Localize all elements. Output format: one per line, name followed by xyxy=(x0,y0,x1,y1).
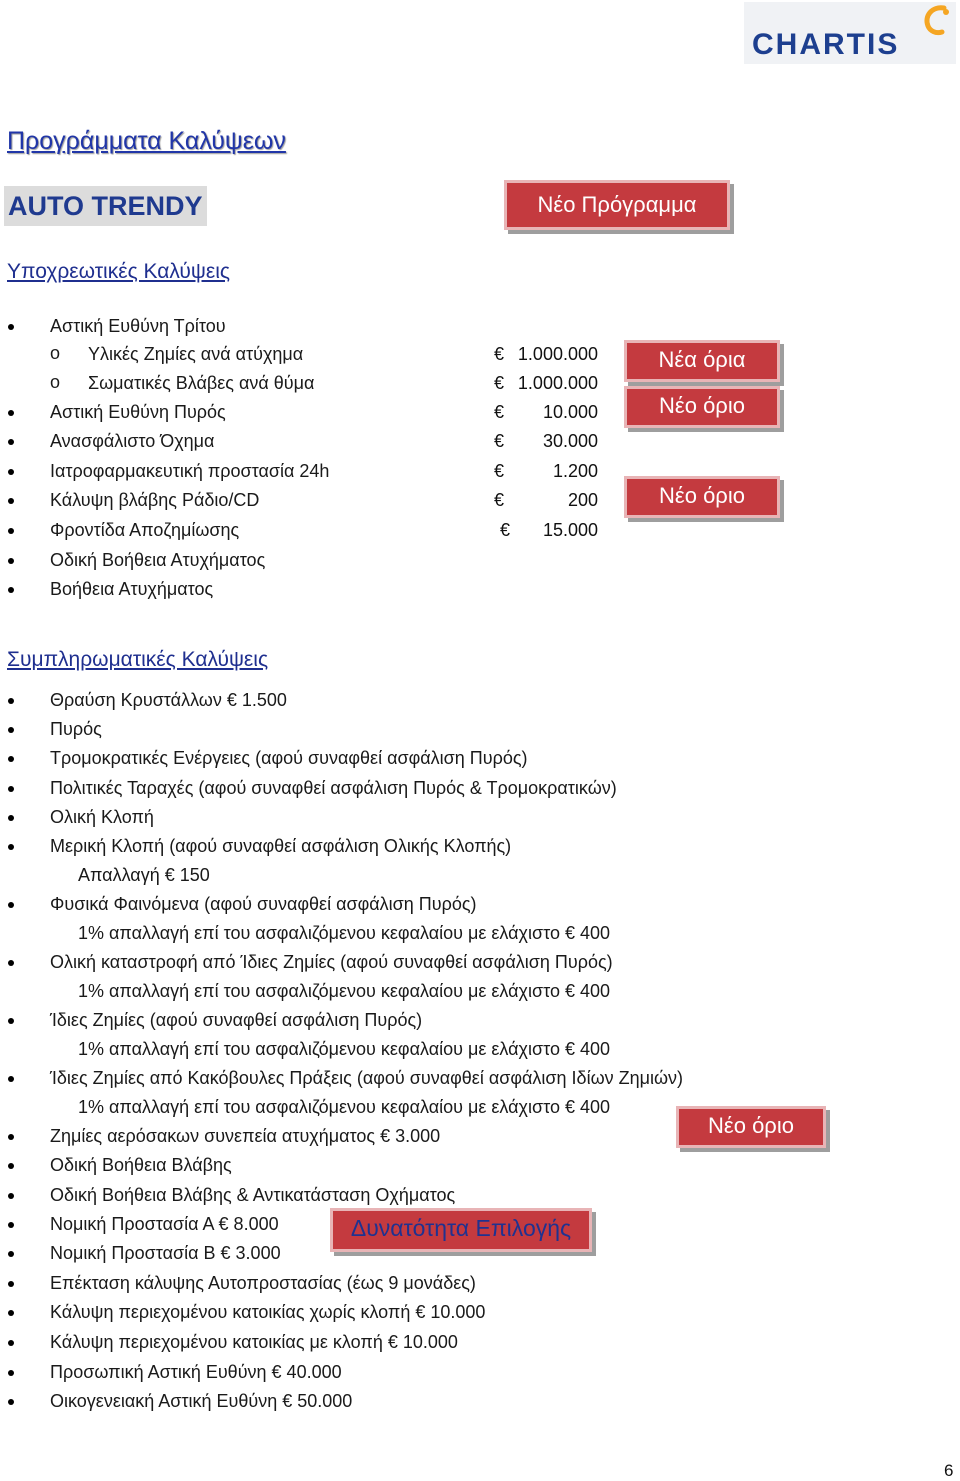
new-limits-tag: Νέα όρια xyxy=(624,340,780,382)
deductible-note: Απαλλαγή € 150 xyxy=(78,865,210,885)
new-limit-tag: Νέο όριο xyxy=(676,1106,826,1148)
new-limit-tag: Νέο όριο xyxy=(624,476,780,518)
bullet xyxy=(8,324,14,330)
mandatory-heading: Υποχρεωτικές Καλύψεις xyxy=(7,260,231,283)
chartis-logo xyxy=(744,2,956,64)
deductible-note: 1% απαλλαγή επί του ασφαλιζόμενου κεφαλαίου με ελάχιστο € 400 xyxy=(78,1039,610,1059)
currency-symbol: € xyxy=(494,431,505,451)
amount: 1.000.000 xyxy=(517,373,598,393)
option-tag: Δυνατότητα Επιλογής xyxy=(330,1208,592,1252)
program-name: AUTO TRENDY xyxy=(4,186,207,226)
currency-symbol: € xyxy=(494,461,505,481)
deductible-note: 1% απαλλαγή επί του ασφαλιζόμενου κεφαλαίου με ελάχιστο € 400 xyxy=(78,981,610,1001)
deductible-note: 1% απαλλαγή επί του ασφαλιζόμενου κεφαλαίου με ελάχιστο € 400 xyxy=(78,923,610,943)
supplementary-heading: Συμπληρωματικές Καλύψεις xyxy=(7,648,269,671)
currency-symbol: € xyxy=(494,490,505,510)
page-number: 6 xyxy=(944,1461,954,1480)
currency-symbol: € xyxy=(494,373,505,393)
amount: 10.000 xyxy=(542,402,598,422)
page-title: Προγράμματα Καλύψεων xyxy=(7,127,286,155)
amount: 1.000.000 xyxy=(517,344,598,364)
amount: 200 xyxy=(567,490,598,510)
new-limit-tag: Νέο όριο xyxy=(624,386,780,428)
amount: 30.000 xyxy=(542,431,598,451)
logo-text: CHARTIS xyxy=(752,28,900,61)
logo-swirl-icon xyxy=(920,4,952,40)
currency-symbol: € xyxy=(500,520,511,540)
amount: 1.200 xyxy=(552,461,598,481)
amount: 15.000 xyxy=(542,520,598,540)
currency-symbol: € xyxy=(494,344,505,364)
deductible-note: 1% απαλλαγή επί του ασφαλιζόμενου κεφαλαίου με ελάχιστο € 400 xyxy=(78,1097,610,1117)
currency-symbol: € xyxy=(494,402,505,422)
new-program-tag: Νέο Πρόγραμμα xyxy=(504,180,730,230)
